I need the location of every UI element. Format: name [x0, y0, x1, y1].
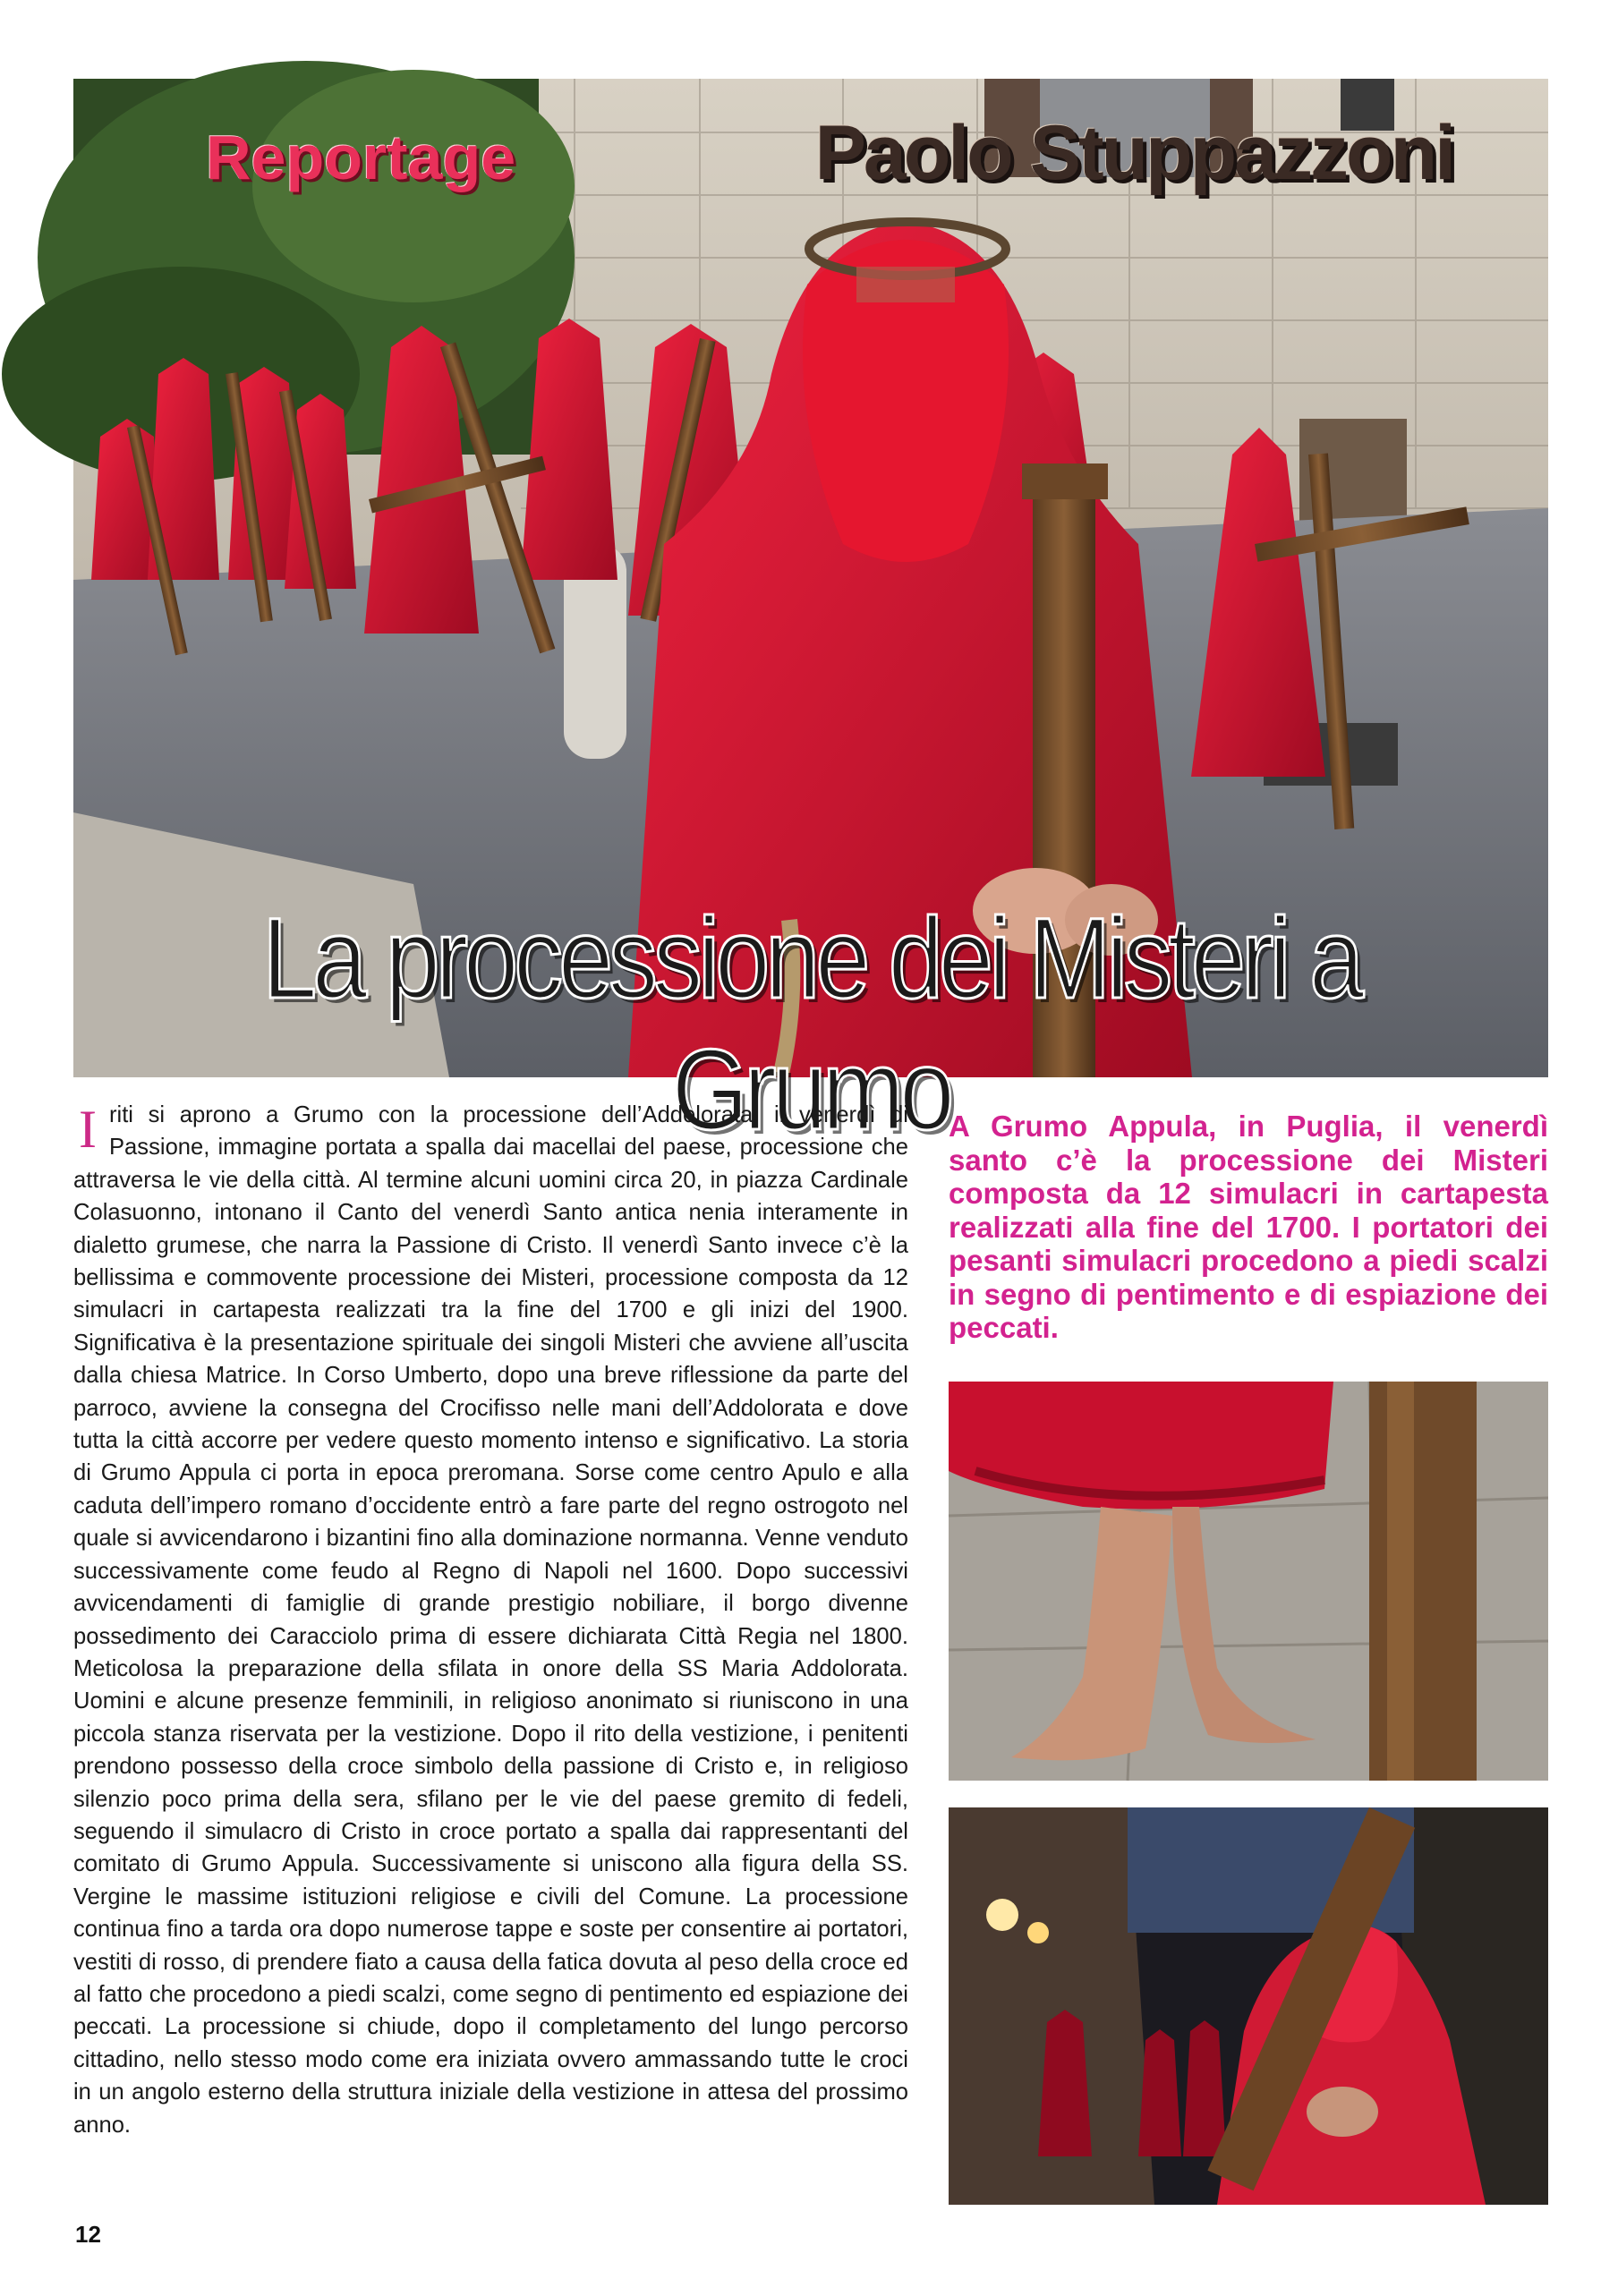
hero-photo: [73, 79, 1548, 1154]
photo-night-procession: [949, 1807, 1548, 2205]
rubric-label: Reportage: [206, 123, 516, 192]
photo-bare-feet: [949, 1382, 1548, 1781]
article-body: [73, 1099, 908, 2141]
drop-cap: I: [79, 1100, 97, 1159]
article-title: La processione dei Misteri a Grumo: [261, 895, 1360, 1154]
page-number: 12: [75, 2221, 101, 2248]
author-name: Paolo Stuppazzoni: [814, 110, 1453, 196]
pull-quote: A Grumo Appula, in Puglia, il venerdì santo c’è la processione dei Misteri composta da 12 simulacri in cartapesta realizzati alla fine del 1700. I portatori dei pesanti simulacri procedono a piedi scalzi in segno di pentimento e di espiazione dei peccati.: [949, 1110, 1548, 1344]
article-text: riti si aprono a Grumo con la processione dell’Addolorata, il venerdì di Passione, immagine portata a spalla dai macellai del paese, processione che attraversa le vie della città. Al termine alcuni uomini circa 20, in piazza Cardinale Colasuonno, intonano il Canto del venerdì Santo antica nenia interamente in dialetto grumese, che narra la Passione di Cristo. Il venerdì Santo invece c’è la bellissima e commovente processione dei Misteri, processione composta da 12 simulacri in cartapesta realizzati tra la fine del 1700 e gli inizi del 1900. Significativa è la presentazione spirituale dei singoli Misteri che avviene all’uscita dalla chiesa Matrice. In Corso Umberto, dopo una breve riflessione da parte del parroco, avviene la consegna del Crocifisso nelle mani dell’Addolorata e dove tutta la città accorre per vedere questo momento intenso e significativo. La storia di Grumo Appula ci porta in epoca preromana. Sorse come centro Apulo e alla caduta dell’impero romano d’occidente entrò a fare parte del regno ostrogoto nel quale si avvicendarono i bizantini fino alla dominazione normanna. Venne venduto successivamente come feudo al Regno di Napoli nel 1600. Dopo successivi avvicendamenti di famiglie di grande prestigio nobiliare, il borgo divenne possedimento dei Caracciolo prima di essere dichiarata Città Regia nel 1800. Meticolosa la preparazione della sfilata in onore della SS Maria Addolorata. Uomini e alcune presenze femminili, in religioso anonimato si riuniscono in una piccola stanza riservata per la vestizione. Dopo il rito della vestizione, i penitenti prendono possesso della croce simbolo della passione di Cristo e, in religioso silenzio poco prima della sera, sfilano per le vie del paese gremito di fedeli, seguendo il simulacro di Cristo in croce portato a spalla dai rappresentanti del comitato di Grumo Appula. Successivamente si uniscono alla figura della SS. Vergine le massime istituzioni religiose e civili del Comune. La processione continua fino a tarda ora dopo numerose tappe e soste per consentire ai portatori, vestiti di rosso, di prendere fiato a causa della fatica dovuta al peso della croce ed al fatto che procedono a piedi scalzi, come segno di pentimento ed espiazione dei peccati. La processione si chiude, dopo il completamento del lungo percorso cittadino, nello stesso modo come era iniziata ovvero ammassando tutte le croci in un angolo esterno della struttura iniziale della vestizione in attesa del prossimo anno.: [73, 1102, 908, 2138]
night-procession-illustration: [949, 1807, 1548, 2205]
bare-feet-illustration: [949, 1382, 1548, 1781]
